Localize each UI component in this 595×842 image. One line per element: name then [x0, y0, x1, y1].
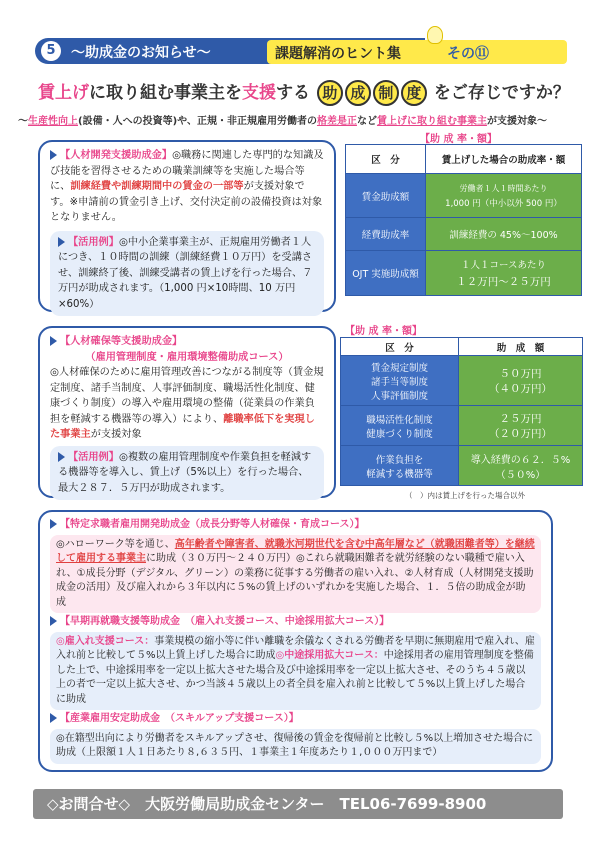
desc-text: が支援対象 — [90, 429, 142, 440]
talent-securing-desc — [50, 365, 324, 443]
cell-line: ５０万円 — [499, 367, 542, 380]
table-cell — [459, 406, 583, 446]
early-reemployment-desc — [50, 632, 541, 711]
table2-caption: 【助 成 率・額】 — [345, 326, 422, 337]
desc-text: ◎人材確保のために雇用管理改善につながる制度等（賃金規定制度、諸手当制度、人事評価制度、職場活性化制度、健康づくり制度）の導入や雇用環境の整備（従業員の作業負担を軽減する機器等の導入）により、 — [50, 367, 324, 425]
desc-text: 事業規模の縮小等に伴い離職を余儀なくされる労働者を早期に無期雇用で雇入れ、雇入れ前と比較して５%以上賃上げした場合に助成 — [56, 635, 535, 661]
triangle-bullet-icon — [50, 713, 57, 723]
headline-part: する — [276, 83, 310, 103]
series-number: その⑪ — [447, 46, 489, 62]
headline-circle-char: 助 — [317, 80, 343, 106]
subline-part: など — [356, 116, 377, 127]
headline-part: 支援 — [242, 83, 276, 103]
desc-text: ◎ハローワーク等を通じ、 — [56, 538, 175, 550]
table-header: 区 分 — [341, 338, 459, 356]
example-tag: 【活用例】 — [68, 236, 119, 248]
cell-line: １２万円～２５万円 — [456, 276, 551, 289]
talent-development-rate-table — [345, 144, 582, 296]
table-header: 区 分 — [346, 145, 426, 174]
target-subline — [18, 112, 588, 127]
other-subsidies-box — [38, 510, 553, 772]
cell-line: 諸手当等制度 — [370, 376, 428, 388]
desc-text: ◎在籍型出向により労働者をスキルアップさせ、復帰後の賃金を復帰前と比較し５%以上増加させた場合に助成（上限額１人１日あたり８,６３５円、１事業主１年度あたり１,０００万円まで） — [56, 732, 534, 758]
section-title: 【人材開発支援助成金】 — [60, 150, 173, 161]
desc-text: に助成（３０万円～２４０万円）◎これら就職困難者を就労経験のない職種で雇い入れ、①成長分野（デジタル、グリーン）の業務に従事する労働者の雇い入れ、②人材育成（人材開発支援助成金の活用）及び雇入れから３年以内に５%の賃上げのいずれかを実施した場合、１．５倍の助成金が助成 — [56, 553, 534, 608]
subline-part: 賃上げに取り組む事業主 — [376, 116, 487, 127]
contact-footer: ◇お問合せ◇ 大阪労働局助成金センター TEL06-7699-8900 — [33, 789, 563, 819]
table2-note: （ ）内は賃上げを行った場合以外 — [405, 491, 525, 500]
desc-text: が支援対象です。※申請前の賃金引き上げ、交付決定前の設備投資は対象となりません。 — [50, 181, 323, 223]
headline — [38, 78, 578, 106]
cell-line: （２０万円） — [489, 427, 552, 440]
page-number-badge: 5 — [41, 41, 61, 61]
specific-jobseeker-desc — [50, 535, 541, 614]
section-title-text: 【早期再就職支援等助成金 （雇入れ支援コース、中途採用拡大コース）】 — [60, 616, 390, 627]
desc-text: ◎職務に関連した専門的な知識及び技能を習得させるための職業訓練等を実施した場合等に、 — [50, 150, 324, 192]
table-row-label: 賃金助成額 — [346, 173, 426, 218]
triangle-bullet-icon — [50, 336, 57, 346]
section-title: 【人材確保等支援助成金】 — [60, 336, 183, 347]
triangle-bullet-icon — [58, 237, 65, 247]
example-tag: 【活用例】 — [68, 451, 119, 463]
triangle-bullet-icon — [58, 452, 65, 462]
desc-text: 中途採用者の雇用管理制度を整備した上で、中途採用率を一定以上拡大させた場合及び中途採用率を一定以上拡大させ、そのうち４５歳以上の者で一定以上拡大させ、かつ当該４５歳以上の者全員を雇入れ前と比較して５%以上賃上げした場合に助成 — [56, 650, 534, 705]
highlight-text: 訓練経費や訓練期間中の賃金の一部等 — [70, 181, 244, 192]
table-cell — [426, 173, 582, 218]
header-bar — [35, 38, 565, 64]
cell-line: 作業負担を — [375, 454, 424, 466]
highlight-text: 高年齢者や障害者、就職氷河期世代を含む中高年層など（就職困難者等）を継続して雇用する事業主 — [56, 538, 535, 564]
industrial-employment-desc — [50, 729, 541, 764]
table-row-label: OJT 実施助成額 — [346, 251, 426, 296]
table-header: 助 成 額 — [459, 338, 583, 356]
cell-line: 導入経費の６２．５% — [470, 454, 571, 466]
cell-line: 軽減する機器等 — [366, 468, 433, 480]
usage-example — [50, 446, 324, 501]
talent-development-box — [38, 140, 336, 312]
headline-part: をご存じですか？ — [433, 83, 570, 103]
hint-banner — [267, 40, 567, 64]
triangle-bullet-icon — [50, 519, 57, 529]
headline-circle-char: 成 — [345, 80, 371, 106]
triangle-bullet-icon — [50, 616, 57, 626]
usage-example — [50, 231, 324, 317]
section-title — [50, 712, 541, 727]
table1-caption: 【助 成 率・額】 — [420, 134, 497, 145]
subline-part: (設備・人への投資等)や、正規・非正規雇用労働者の — [78, 116, 317, 127]
section-title-text: 【産業雇用安定助成金 （スキルアップ支援コース）】 — [60, 713, 299, 724]
course-tag: ◎中途採用拡大コース： — [275, 650, 384, 661]
talent-securing-box — [38, 326, 336, 498]
table-cell — [459, 356, 583, 406]
header-title: ～助成金のお知らせ～ — [71, 45, 211, 61]
section-subtitle: （雇用管理制度・雇用環境整備助成コース） — [85, 351, 289, 363]
table-row-label: 経費助成率 — [346, 218, 426, 251]
subline-part: 格差是正 — [316, 116, 357, 127]
subline-part: が支援対象～ — [486, 116, 547, 127]
headline-circle-char: 制 — [373, 80, 399, 106]
headline-part: に取り組む事業主を — [89, 83, 242, 103]
section-title — [50, 615, 541, 630]
lightbulb-icon — [427, 26, 443, 44]
cell-line: 人事評価制度 — [370, 390, 428, 402]
subline-part: 生産性向上 — [28, 116, 78, 127]
table-row-label — [341, 406, 459, 446]
triangle-bullet-icon — [50, 150, 57, 160]
hint-title: 課題解消のヒント集 — [275, 46, 401, 62]
table-row-label — [341, 356, 459, 406]
cell-line: 1,000 円（中小以外 500 円） — [445, 198, 562, 209]
cell-line: 訓練経費の 45%～100% — [449, 230, 558, 242]
section-title — [50, 518, 541, 533]
cell-line: （４０万円） — [489, 382, 552, 395]
table-row-label — [341, 446, 459, 486]
cell-line: 賃金規定制度 — [370, 362, 428, 374]
subline-part: ～ — [18, 116, 28, 127]
table-cell — [426, 251, 582, 296]
headline-part: 賃上げ — [38, 83, 89, 103]
course-tag: ◎雇入れ支援コース： — [56, 635, 155, 647]
cell-line: １人１コースあたり — [460, 260, 547, 272]
talent-securing-title — [50, 334, 324, 350]
example-text: ◎複数の雇用管理制度や作業負担を軽減する機器等を導入し、賃上げ（5%以上）を行った場合、最大２８７．５万円が助成されます。 — [58, 451, 312, 494]
talent-development-desc — [50, 148, 324, 226]
cell-line: 健康づくり制度 — [366, 428, 433, 440]
cell-line: ２５万円 — [499, 412, 542, 425]
table-cell — [459, 446, 583, 486]
table-cell — [426, 218, 582, 251]
table-header: 賃上げした場合の助成率・額 — [426, 145, 582, 174]
example-text: ◎中小企業事業主が、正規雇用労働者１人につき、１０時間の訓練（訓練経費１０万円）を受講させ、訓練終了後、訓練受講者の賃上げを行った場合、７万円が助成されます。（1,000 円×10時間、10 万円×60%） — [58, 236, 313, 310]
talent-securing-amount-table — [340, 337, 583, 486]
highlight-text: 離職率低下を実現した事業主 — [50, 413, 315, 440]
cell-line: 労働者１人１時間あたり — [459, 183, 548, 193]
section-title-text: 【特定求職者雇用開発助成金（成長分野等人材確保・育成コース）】 — [60, 519, 365, 530]
headline-circle-char: 度 — [401, 80, 427, 106]
cell-line: 職場活性化制度 — [366, 414, 433, 426]
cell-line: （５０%） — [495, 469, 546, 481]
